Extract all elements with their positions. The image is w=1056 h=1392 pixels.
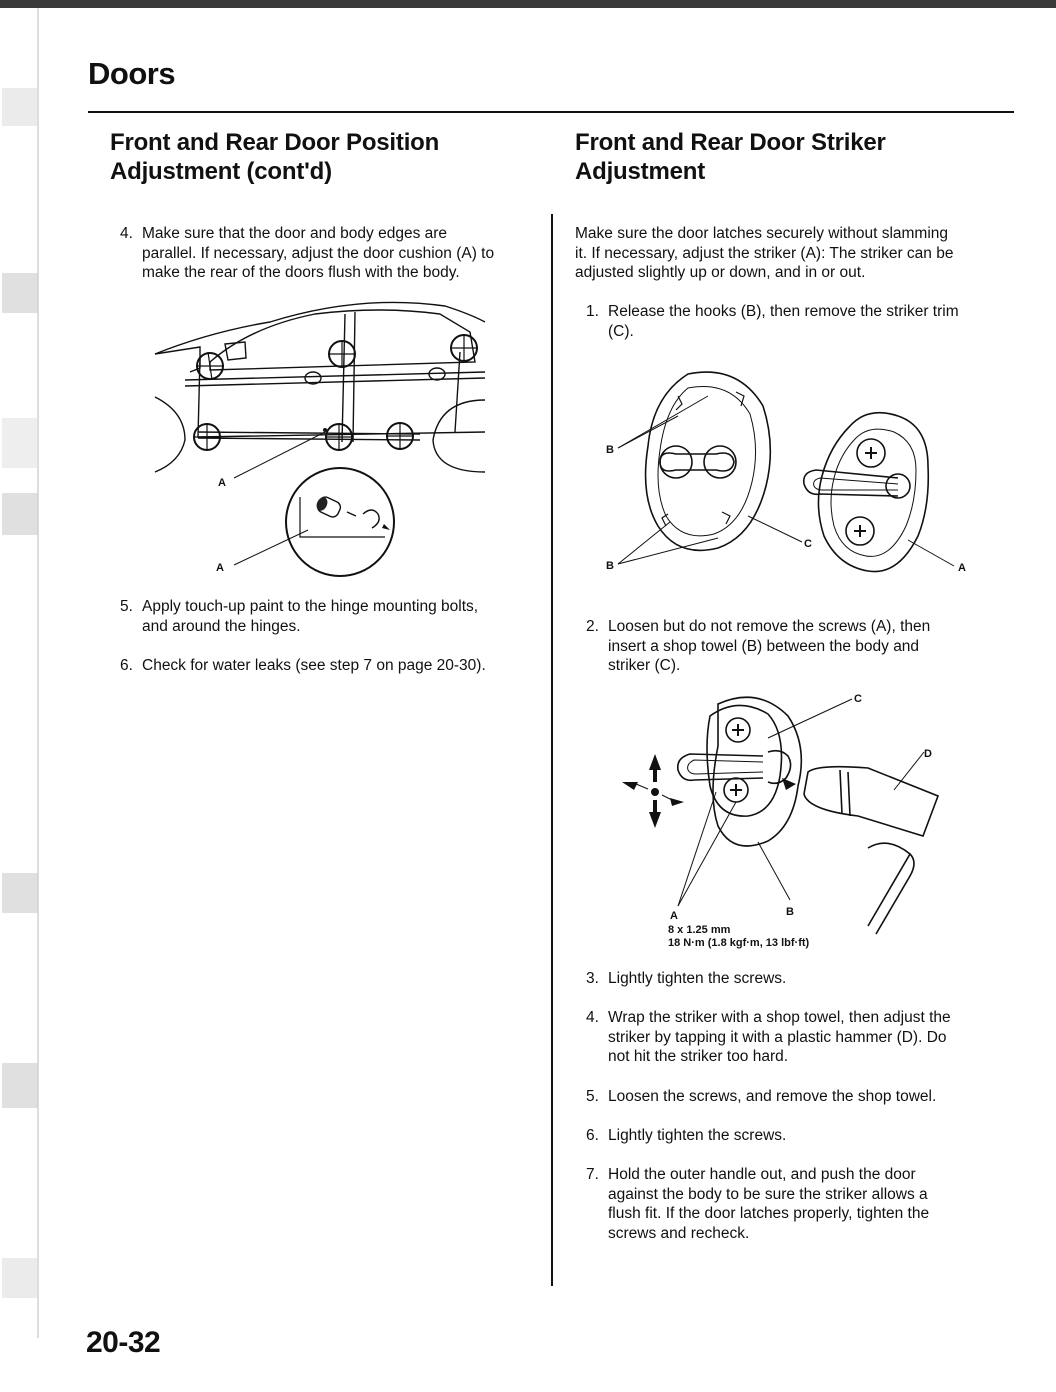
step-number: 3. xyxy=(586,970,599,987)
label-a: A xyxy=(670,910,678,922)
top-border-bar xyxy=(0,0,1056,8)
step-line: parallel. If necessary, adjust the door cushion (A) to xyxy=(142,244,495,262)
step-line: Wrap the striker with a shop towel, then adjust the xyxy=(608,1009,951,1026)
label-a2: A xyxy=(216,562,224,574)
step-line: Lightly tighten the screws. xyxy=(608,970,787,987)
title-divider xyxy=(88,111,1014,113)
step-line: Lightly tighten the screws. xyxy=(608,1127,787,1144)
step-line: Loosen but do not remove the screws (A), then xyxy=(608,618,931,635)
step-number: 4. xyxy=(586,1009,599,1026)
step-number: 6. xyxy=(120,657,133,674)
label-a1: A xyxy=(218,477,226,489)
step-line: insert a shop towel (B) between the body and xyxy=(608,637,920,655)
step-line: Make sure that the door and body edges are xyxy=(142,225,448,242)
label-c: C xyxy=(854,693,862,705)
page-number: 20-32 xyxy=(86,1326,161,1359)
column-divider xyxy=(551,214,553,1286)
step-line: flush fit. If the door latches properly, tighten the xyxy=(608,1205,930,1222)
step-line: Hold the outer handle out, and push the door xyxy=(608,1166,916,1183)
label-b: B xyxy=(786,906,794,918)
step-line: (C). xyxy=(608,322,634,340)
step-line: Check for water leaks (see step 7 on page 20-30). xyxy=(142,657,486,674)
step-line: striker by tapping it with a plastic hammer (D). Do xyxy=(608,1028,947,1046)
left-title-line1: Front and Rear Door Position xyxy=(110,129,440,156)
step-number: 2. xyxy=(586,618,599,635)
label-c: C xyxy=(804,538,812,550)
step-line: Loosen the screws, and remove the shop towel. xyxy=(608,1088,937,1105)
step-number: 5. xyxy=(120,598,133,615)
striker-trim-figure xyxy=(598,366,978,581)
right-title-line1: Front and Rear Door Striker xyxy=(575,129,886,156)
bolt-size-label: 8 x 1.25 mm xyxy=(668,924,731,936)
step-line: screws and recheck. xyxy=(608,1224,750,1242)
label-d: D xyxy=(924,748,932,760)
step-line: striker (C). xyxy=(608,657,681,674)
step-number: 6. xyxy=(586,1127,599,1144)
striker-adjust-figure xyxy=(618,686,948,954)
step-number: 5. xyxy=(586,1088,599,1105)
step-line: against the body to be sure the striker allows a xyxy=(608,1185,928,1203)
torque-spec-label: 18 N·m (1.8 kgf·m, 13 lbf·ft) xyxy=(668,937,810,949)
step-number: 1. xyxy=(586,303,599,320)
left-section-title xyxy=(110,128,439,186)
step-line: Release the hooks (B), then remove the striker trim xyxy=(608,303,959,320)
step-number: 7. xyxy=(586,1166,599,1183)
label-a: A xyxy=(958,562,966,574)
scan-edge-artifacts xyxy=(0,8,42,1338)
door-position-figure xyxy=(150,292,495,582)
left-title-line2: Adjustment (cont'd) xyxy=(110,158,332,185)
right-intro xyxy=(575,224,1005,283)
step-number: 4. xyxy=(120,225,133,242)
right-section-title xyxy=(575,128,886,186)
step-line: Apply touch-up paint to the hinge mounting bolts, xyxy=(142,598,479,615)
intro-line: adjusted slightly up or down, and in or out. xyxy=(575,264,866,281)
label-b1: B xyxy=(606,444,614,456)
right-title-line2: Adjustment xyxy=(575,158,706,185)
label-b2: B xyxy=(606,560,614,572)
step-line: and around the hinges. xyxy=(142,617,301,635)
step-line: not hit the striker too hard. xyxy=(608,1048,789,1065)
step-line: make the rear of the doors flush with the body. xyxy=(142,264,460,281)
intro-line: Make sure the door latches securely without slamming xyxy=(575,225,949,242)
page-title: Doors xyxy=(88,56,176,91)
intro-line: it. If necessary, adjust the striker (A): The striker can be xyxy=(575,244,954,262)
